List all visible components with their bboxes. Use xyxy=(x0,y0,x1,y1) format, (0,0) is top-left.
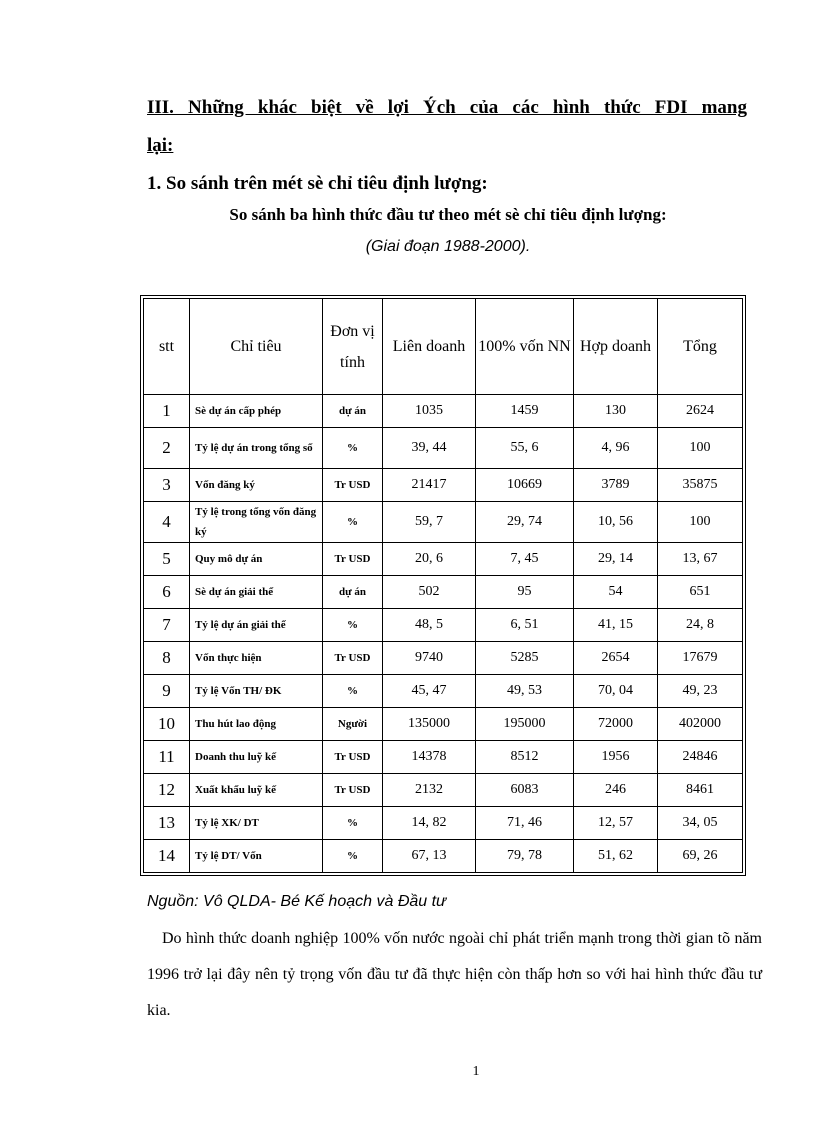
table-row xyxy=(144,708,743,741)
header-indicator: Chỉ tiêu xyxy=(190,299,323,395)
cell-100-foreign: 7, 45 xyxy=(476,543,574,576)
comparison-table-frame xyxy=(140,295,746,876)
cell-100-foreign: 6083 xyxy=(476,774,574,807)
table-header-row xyxy=(144,299,743,395)
cell-stt: 6 xyxy=(144,576,190,609)
cell-total: 34, 05 xyxy=(658,807,743,840)
cell-business-cooperation: 41, 15 xyxy=(574,609,658,642)
cell-stt: 4 xyxy=(144,502,190,543)
cell-unit: % xyxy=(323,609,383,642)
cell-business-cooperation: 1956 xyxy=(574,741,658,774)
cell-business-cooperation: 2654 xyxy=(574,642,658,675)
table-row xyxy=(144,741,743,774)
table-row xyxy=(144,642,743,675)
cell-business-cooperation: 70, 04 xyxy=(574,675,658,708)
header-joint-venture: Liên doanh xyxy=(383,299,476,395)
cell-100-foreign: 79, 78 xyxy=(476,840,574,873)
table-row xyxy=(144,840,743,873)
cell-indicator: Sè dự án cấp phép xyxy=(190,395,323,428)
cell-indicator: Quy mô dự án xyxy=(190,543,323,576)
section-heading: III. Những khác biệt về lợi Ých của các hình thức FDI mang xyxy=(147,97,747,118)
table-row xyxy=(144,675,743,708)
cell-total: 69, 26 xyxy=(658,840,743,873)
subheading: 1. So sánh trên mét sè chỉ tiêu định lượng: xyxy=(147,173,488,194)
cell-total: 24, 8 xyxy=(658,609,743,642)
cell-joint-venture: 502 xyxy=(383,576,476,609)
table-row xyxy=(144,428,743,469)
cell-joint-venture: 39, 44 xyxy=(383,428,476,469)
cell-joint-venture: 21417 xyxy=(383,469,476,502)
page-number: 1 xyxy=(472,1064,480,1079)
cell-total: 100 xyxy=(658,428,743,469)
cell-business-cooperation: 54 xyxy=(574,576,658,609)
cell-joint-venture: 59, 7 xyxy=(383,502,476,543)
cell-business-cooperation: 12, 57 xyxy=(574,807,658,840)
cell-stt: 10 xyxy=(144,708,190,741)
table-title: So sánh ba hình thức đầu tư theo mét sè chỉ tiêu định lượng: xyxy=(229,205,667,224)
cell-100-foreign: 5285 xyxy=(476,642,574,675)
header-100-foreign: 100% vốn NN xyxy=(476,299,574,395)
cell-unit: Tr USD xyxy=(323,642,383,675)
cell-joint-venture: 45, 47 xyxy=(383,675,476,708)
cell-indicator: Vốn đăng ký xyxy=(190,469,323,502)
cell-joint-venture: 14, 82 xyxy=(383,807,476,840)
cell-total: 13, 67 xyxy=(658,543,743,576)
table-row xyxy=(144,395,743,428)
cell-joint-venture: 2132 xyxy=(383,774,476,807)
cell-indicator: Tỷ lệ DT/ Vốn xyxy=(190,840,323,873)
cell-total: 651 xyxy=(658,576,743,609)
cell-stt: 14 xyxy=(144,840,190,873)
table-row xyxy=(144,543,743,576)
cell-joint-venture: 1035 xyxy=(383,395,476,428)
comparison-table xyxy=(143,298,743,873)
cell-business-cooperation: 130 xyxy=(574,395,658,428)
table-period: (Giai đoạn 1988-2000). xyxy=(365,238,531,255)
cell-stt: 9 xyxy=(144,675,190,708)
cell-indicator: Tỷ lệ dự án giải thể xyxy=(190,609,323,642)
cell-business-cooperation: 4, 96 xyxy=(574,428,658,469)
cell-indicator: Sè dự án giải thể xyxy=(190,576,323,609)
cell-business-cooperation: 10, 56 xyxy=(574,502,658,543)
section-heading-continuation: lại: xyxy=(147,135,174,156)
cell-indicator: Xuất khẩu luỹ kế xyxy=(190,774,323,807)
cell-business-cooperation: 72000 xyxy=(574,708,658,741)
cell-100-foreign: 95 xyxy=(476,576,574,609)
cell-joint-venture: 67, 13 xyxy=(383,840,476,873)
cell-business-cooperation: 246 xyxy=(574,774,658,807)
cell-total: 8461 xyxy=(658,774,743,807)
cell-stt: 1 xyxy=(144,395,190,428)
cell-indicator: Tỷ lệ trong tổng vốn đăng ký xyxy=(190,502,323,543)
table-row xyxy=(144,807,743,840)
table-row xyxy=(144,609,743,642)
cell-stt: 2 xyxy=(144,428,190,469)
cell-indicator: Tỷ lệ Vốn TH/ ĐK xyxy=(190,675,323,708)
cell-total: 24846 xyxy=(658,741,743,774)
cell-business-cooperation: 3789 xyxy=(574,469,658,502)
cell-total: 402000 xyxy=(658,708,743,741)
cell-total: 35875 xyxy=(658,469,743,502)
cell-stt: 5 xyxy=(144,543,190,576)
cell-stt: 11 xyxy=(144,741,190,774)
cell-unit: dự án xyxy=(323,395,383,428)
cell-stt: 7 xyxy=(144,609,190,642)
cell-indicator: Tỷ lệ dự án trong tổng số xyxy=(190,428,323,469)
cell-joint-venture: 135000 xyxy=(383,708,476,741)
cell-indicator: Vốn thực hiện xyxy=(190,642,323,675)
body-paragraph: Do hình thức doanh nghiệp 100% vốn nước ngoài chỉ phát triển mạnh trong thời gian tõ năm 1996 trở lại đây nên tỷ trọng vốn đầu tư đã thực hiện còn thấp hơn so với hai hình thức đầu tư kia. xyxy=(147,930,762,1019)
cell-total: 2624 xyxy=(658,395,743,428)
cell-100-foreign: 55, 6 xyxy=(476,428,574,469)
cell-unit: Người xyxy=(323,708,383,741)
table-row xyxy=(144,774,743,807)
cell-unit: % xyxy=(323,428,383,469)
cell-unit: % xyxy=(323,502,383,543)
table-row xyxy=(144,502,743,543)
cell-business-cooperation: 51, 62 xyxy=(574,840,658,873)
cell-joint-venture: 48, 5 xyxy=(383,609,476,642)
cell-100-foreign: 1459 xyxy=(476,395,574,428)
cell-100-foreign: 195000 xyxy=(476,708,574,741)
cell-total: 100 xyxy=(658,502,743,543)
cell-100-foreign: 71, 46 xyxy=(476,807,574,840)
table-row xyxy=(144,576,743,609)
cell-unit: dự án xyxy=(323,576,383,609)
cell-joint-venture: 9740 xyxy=(383,642,476,675)
cell-100-foreign: 6, 51 xyxy=(476,609,574,642)
cell-100-foreign: 10669 xyxy=(476,469,574,502)
cell-total: 49, 23 xyxy=(658,675,743,708)
header-total: Tổng xyxy=(658,299,743,395)
cell-indicator: Doanh thu luỹ kế xyxy=(190,741,323,774)
cell-stt: 13 xyxy=(144,807,190,840)
cell-100-foreign: 29, 74 xyxy=(476,502,574,543)
table-row xyxy=(144,469,743,502)
cell-stt: 12 xyxy=(144,774,190,807)
cell-indicator: Thu hút lao động xyxy=(190,708,323,741)
cell-unit: Tr USD xyxy=(323,469,383,502)
header-business-cooperation: Hợp doanh xyxy=(574,299,658,395)
cell-business-cooperation: 29, 14 xyxy=(574,543,658,576)
cell-unit: % xyxy=(323,675,383,708)
cell-100-foreign: 49, 53 xyxy=(476,675,574,708)
cell-unit: % xyxy=(323,807,383,840)
cell-stt: 8 xyxy=(144,642,190,675)
header-stt: stt xyxy=(144,299,190,395)
source-note: Nguồn: Vô QLDA- Bé Kế hoạch và Đầu tư xyxy=(147,893,447,910)
cell-unit: Tr USD xyxy=(323,543,383,576)
cell-indicator: Tỷ lệ XK/ DT xyxy=(190,807,323,840)
cell-stt: 3 xyxy=(144,469,190,502)
cell-total: 17679 xyxy=(658,642,743,675)
cell-100-foreign: 8512 xyxy=(476,741,574,774)
cell-unit: Tr USD xyxy=(323,774,383,807)
cell-joint-venture: 20, 6 xyxy=(383,543,476,576)
cell-joint-venture: 14378 xyxy=(383,741,476,774)
header-unit: Đơn vị tính xyxy=(323,299,383,395)
cell-unit: % xyxy=(323,840,383,873)
cell-unit: Tr USD xyxy=(323,741,383,774)
